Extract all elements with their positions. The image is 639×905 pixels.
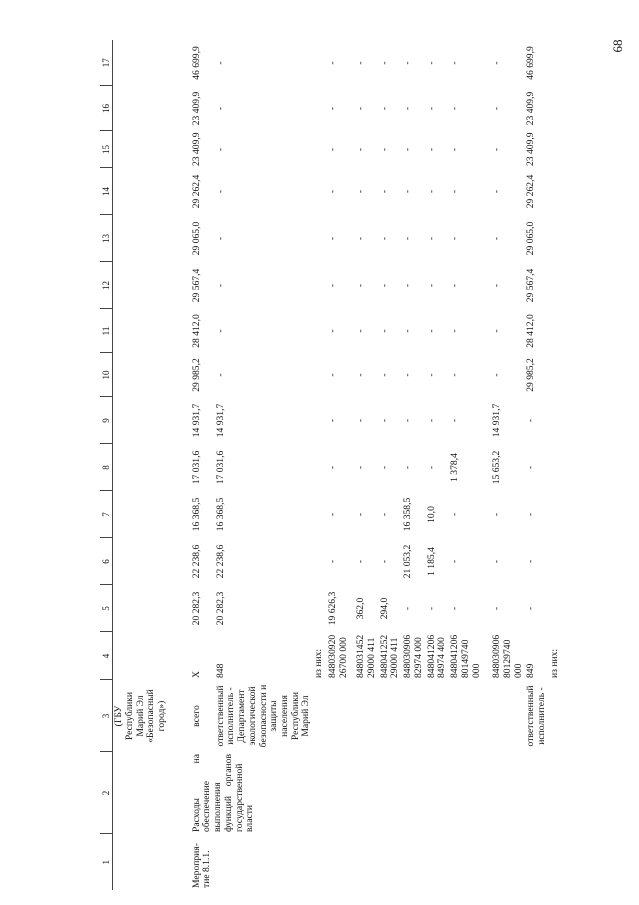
value-cell: - — [378, 465, 390, 470]
column-header: 3 — [100, 680, 113, 752]
value-cell: - — [355, 512, 367, 517]
value-cell: - — [327, 329, 339, 333]
value-cell: 29 262,4 — [525, 174, 537, 209]
value-cell: - — [402, 236, 414, 241]
value-cell: - — [327, 465, 339, 470]
value-cell: - — [425, 106, 437, 111]
value-cell: - — [402, 283, 414, 288]
value-cell: - — [425, 606, 437, 611]
value-cell — [549, 86, 563, 131]
rotated-budget-table — [100, 40, 629, 890]
value-cell: 29 985,2 — [525, 358, 537, 392]
executor-cell — [313, 680, 327, 752]
executor-cell: ответственный исполнитель - — [525, 685, 547, 747]
value-cell: - — [214, 329, 226, 333]
value-cell: - — [327, 418, 339, 423]
executor-cell: всего — [190, 705, 202, 727]
value-cell: - — [402, 465, 414, 470]
value-cell: 20 282,3 — [190, 591, 202, 626]
value-cell — [549, 168, 563, 215]
value-cell: - — [491, 559, 503, 564]
value-cell: 23 409,9 — [525, 91, 537, 126]
value-cell: 22 238,6 — [190, 544, 202, 579]
column-header: 1 — [100, 834, 113, 890]
value-cell: 23 409,9 — [190, 91, 202, 126]
value-cell: - — [378, 189, 390, 194]
value-cell: 1 378,4 — [449, 453, 461, 482]
value-cell: - — [491, 512, 503, 517]
column-header: 15 — [100, 131, 113, 168]
value-cell: - — [402, 106, 414, 111]
value-cell: - — [355, 189, 367, 194]
column-header: 7 — [100, 491, 113, 538]
value-cell — [313, 538, 327, 585]
column-header: 17 — [100, 40, 113, 86]
executor-cell — [549, 680, 563, 752]
executor-cell — [355, 680, 378, 752]
value-cell: - — [425, 189, 437, 194]
value-cell: - — [327, 373, 339, 377]
value-cell — [549, 353, 563, 397]
value-cell: 294,0 — [378, 597, 390, 620]
column-header: 9 — [100, 397, 113, 444]
value-cell: - — [491, 147, 503, 152]
value-cell: - — [525, 559, 537, 564]
value-cell: - — [425, 147, 437, 152]
value-cell: - — [378, 329, 390, 333]
column-header: 12 — [100, 262, 113, 309]
value-cell: - — [378, 559, 390, 564]
event-name-cell: Расходы на обеспечение выполнения функций органов государственной власти — [190, 754, 256, 832]
value-cell — [549, 131, 563, 168]
value-cell: - — [525, 465, 537, 470]
budget-code-cell: 849 — [525, 663, 537, 678]
value-cell — [549, 491, 563, 538]
value-cell: 22 238,6 — [214, 544, 226, 579]
event-code-cell: Мероприя-тие 8.1.1. — [190, 843, 213, 888]
value-cell — [313, 444, 327, 491]
budget-code-cell: 848030906 80129740 000 — [491, 634, 524, 678]
value-cell: 21 053,2 — [402, 544, 414, 579]
value-cell: 23 409,9 — [190, 132, 202, 166]
value-cell: - — [402, 329, 414, 333]
value-cell: - — [378, 418, 390, 423]
value-cell: - — [214, 236, 226, 241]
value-cell: 15 653,2 — [491, 450, 503, 485]
value-cell: - — [449, 606, 461, 611]
value-cell: - — [214, 283, 226, 288]
executor-cell — [426, 680, 449, 752]
value-cell: - — [402, 418, 414, 423]
value-cell: 14 931,7 — [491, 403, 503, 438]
value-cell — [549, 40, 563, 86]
column-header: 6 — [100, 538, 113, 585]
value-cell: - — [425, 236, 437, 241]
value-cell: - — [491, 373, 503, 377]
budget-code-cell: 848 — [214, 663, 226, 678]
budget-code-cell: 848041206 84974 400 — [425, 634, 448, 678]
value-cell: 29 065,0 — [525, 221, 537, 256]
value-cell: - — [449, 373, 461, 377]
value-cell: - — [355, 283, 367, 288]
value-cell: - — [355, 373, 367, 377]
value-cell: - — [355, 559, 367, 564]
value-cell: - — [214, 189, 226, 194]
value-cell — [549, 585, 563, 632]
budget-code-cell: из них: — [548, 648, 560, 678]
column-header: 14 — [100, 168, 113, 215]
column-header: 5 — [100, 585, 113, 632]
value-cell: - — [525, 418, 537, 423]
column-header: 16 — [100, 86, 113, 131]
value-cell: 16 368,5 — [190, 497, 202, 532]
executor-cell — [449, 680, 491, 752]
value-cell: 17 031,6 — [190, 450, 202, 485]
value-cell — [313, 353, 327, 397]
value-cell — [313, 86, 327, 131]
value-cell: - — [491, 283, 503, 288]
value-cell: - — [402, 61, 414, 65]
value-cell: - — [425, 418, 437, 423]
value-cell: - — [378, 236, 390, 241]
value-cell: - — [327, 106, 339, 111]
value-cell: - — [355, 236, 367, 241]
column-header: 11 — [100, 309, 113, 353]
value-cell: - — [449, 559, 461, 564]
value-cell: - — [402, 373, 414, 377]
value-cell: 362,0 — [355, 597, 367, 620]
value-cell: 28 412,0 — [190, 314, 202, 348]
value-cell: 29 567,4 — [190, 268, 202, 303]
value-cell — [549, 215, 563, 262]
value-cell: - — [425, 373, 437, 377]
value-cell: - — [214, 106, 226, 111]
value-cell: - — [327, 512, 339, 517]
value-cell: - — [378, 283, 390, 288]
value-cell: 16 368,5 — [214, 497, 226, 532]
value-cell: - — [355, 418, 367, 423]
value-cell: - — [327, 559, 339, 564]
value-cell: 23 409,9 — [525, 132, 537, 166]
executor-cell — [327, 680, 355, 752]
value-cell: 20 282,3 — [214, 591, 226, 626]
executor-cell — [379, 680, 402, 752]
value-cell — [313, 397, 327, 444]
column-header: 4 — [100, 632, 113, 680]
value-cell — [549, 538, 563, 585]
value-cell: 19 626,3 — [327, 591, 339, 626]
value-cell: - — [525, 606, 537, 611]
value-cell: - — [449, 61, 461, 65]
value-cell: - — [214, 147, 226, 152]
value-cell — [313, 585, 327, 632]
value-cell: - — [355, 61, 367, 65]
value-cell: - — [491, 61, 503, 65]
value-cell — [549, 444, 563, 491]
value-cell: - — [378, 147, 390, 152]
value-cell — [313, 262, 327, 309]
carry-over-row — [113, 40, 191, 890]
column-number-row — [100, 40, 113, 890]
value-cell: 29 567,4 — [525, 268, 537, 303]
value-cell: - — [402, 189, 414, 194]
value-cell — [549, 309, 563, 353]
value-cell: 10,0 — [425, 506, 437, 523]
table-row — [191, 40, 215, 890]
value-cell: 28 412,0 — [525, 314, 537, 348]
value-cell: - — [491, 189, 503, 194]
value-cell: - — [425, 283, 437, 288]
column-header: 8 — [100, 444, 113, 491]
carry-over-text: (ГБУ Республики Марий Эл «Безопасный город») — [113, 689, 168, 743]
budget-code-cell: из них: — [313, 648, 325, 678]
budget-code-cell: 848041206 80149740 000 — [449, 634, 482, 678]
executor-cell: ответственный исполнитель - Департамент экологической безопасности и защиты населения Республики Марий Эл — [214, 684, 312, 748]
value-cell: - — [327, 236, 339, 241]
value-cell: - — [214, 61, 226, 65]
value-cell: 46 699,9 — [525, 46, 537, 80]
column-header: 2 — [100, 752, 113, 834]
value-cell: - — [327, 189, 339, 194]
value-cell: - — [449, 147, 461, 152]
column-header: 10 — [100, 353, 113, 397]
value-cell — [313, 215, 327, 262]
value-cell: 14 931,7 — [214, 403, 226, 438]
value-cell: - — [402, 147, 414, 152]
value-cell: - — [355, 465, 367, 470]
value-cell: - — [491, 106, 503, 111]
value-cell: - — [355, 329, 367, 333]
value-cell: - — [378, 106, 390, 111]
value-cell — [549, 397, 563, 444]
value-cell: 29 985,2 — [190, 358, 202, 392]
value-cell: - — [327, 283, 339, 288]
budget-code-cell: Х — [190, 671, 202, 678]
budget-table — [100, 40, 563, 890]
value-cell — [313, 491, 327, 538]
value-cell: - — [449, 512, 461, 517]
value-cell: - — [425, 61, 437, 65]
value-cell: - — [425, 465, 437, 470]
value-cell: - — [449, 106, 461, 111]
value-cell: - — [425, 329, 437, 333]
value-cell: 46 699,9 — [190, 46, 202, 80]
value-cell: - — [378, 61, 390, 65]
budget-code-cell: 848030906 82974 000 — [402, 634, 424, 678]
value-cell: 14 931,7 — [190, 403, 202, 438]
value-cell: - — [449, 189, 461, 194]
column-header: 13 — [100, 215, 113, 262]
value-cell: 29 262,4 — [190, 174, 202, 209]
budget-code-cell: 848031452 29000 411 — [355, 634, 377, 678]
value-cell: 17 031,6 — [214, 450, 226, 485]
value-cell — [313, 309, 327, 353]
value-cell: - — [525, 512, 537, 517]
value-cell: 16 358,5 — [402, 497, 414, 532]
value-cell: 1 185,4 — [425, 547, 437, 576]
value-cell: - — [449, 236, 461, 241]
value-cell: 29 065,0 — [190, 221, 202, 256]
value-cell: - — [327, 61, 339, 65]
value-cell: - — [449, 329, 461, 333]
value-cell: - — [378, 512, 390, 517]
executor-cell — [491, 680, 525, 752]
page-number: 68 — [610, 39, 625, 53]
budget-code-cell: 848041252 29000 411 — [378, 634, 401, 678]
value-cell: - — [491, 606, 503, 611]
value-cell: - — [449, 283, 461, 288]
value-cell — [313, 40, 327, 86]
value-cell — [313, 168, 327, 215]
value-cell: - — [214, 373, 226, 377]
value-cell: - — [449, 418, 461, 423]
value-cell: - — [327, 147, 339, 152]
budget-code-cell: 848030920 26700 000 — [327, 634, 349, 678]
value-cell: - — [355, 147, 367, 152]
value-cell: - — [378, 373, 390, 377]
executor-cell — [402, 680, 425, 752]
value-cell — [313, 131, 327, 168]
value-cell: - — [491, 236, 503, 241]
value-cell: - — [491, 329, 503, 333]
value-cell — [549, 262, 563, 309]
value-cell: - — [355, 106, 367, 111]
value-cell: - — [402, 606, 414, 611]
